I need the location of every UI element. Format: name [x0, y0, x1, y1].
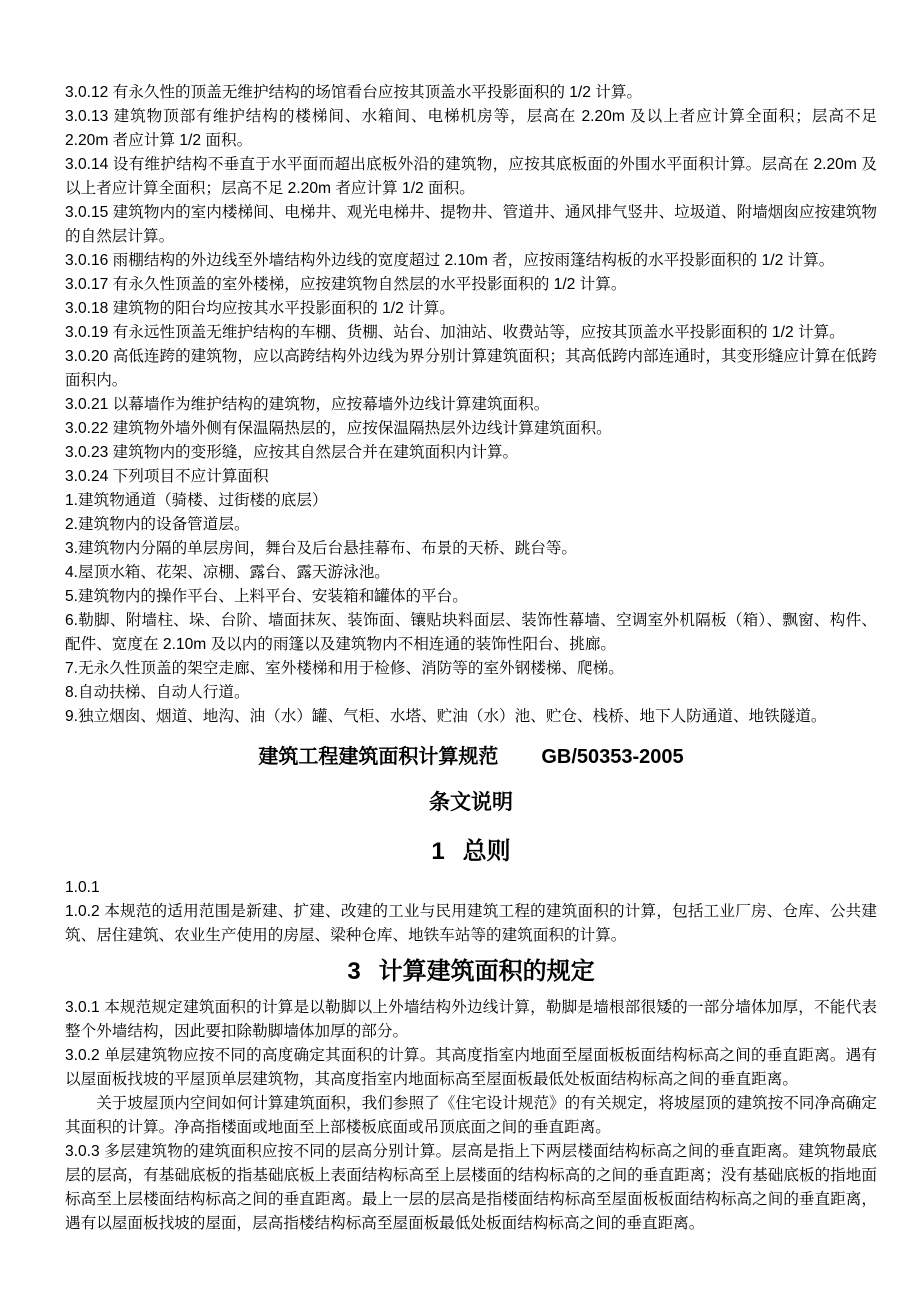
- excluded-item-5: 5.建筑物内的操作平台、上料平台、安装箱和罐体的平台。: [65, 588, 468, 605]
- spec-code: GB/50353-2005: [541, 746, 684, 768]
- sloped-roof-note: 关于坡屋顶内空间如何计算建筑面积，我们参照了《住宅设计规范》的有关规定，将坡屋顶的建筑按不同净高确定其面积的计算。净高指楼面或地面至上部楼板底面或吊顶底面之间的垂直距离。: [65, 1095, 877, 1136]
- spec-title: 建筑工程建筑面积计算规范: [258, 746, 499, 768]
- chapter-1-body: [65, 876, 877, 948]
- clause-3-0-14: 3.0.14 设有维护结构不垂直于水平面而超出底板外沿的建筑物，应按其底板面的外围水平面积计算。层高在 2.20m 及以上者应计算全面积；层高不足 2.20m 者应计算 1/2 面积。: [65, 156, 877, 197]
- clause-3-0-23: 3.0.23 建筑物内的变形缝，应按其自然层合并在建筑面积内计算。: [65, 444, 519, 461]
- explanation-3-0-2: 3.0.2 单层建筑物应按不同的高度确定其面积的计算。其高度指室内地面至屋面板板面结构标高之间的垂直距离。遇有以屋面板找坡的平屋顶单层建筑物，其高度指室内地面标高至屋面板最低处板面结构标高之间的垂直距离。: [65, 1047, 877, 1088]
- document-body: [65, 81, 877, 1236]
- clause-1-0-1: 1.0.1: [65, 879, 100, 896]
- chapter-3-body: [65, 996, 877, 1236]
- clause-3-0-24: 3.0.24 下列项目不应计算面积: [65, 468, 269, 485]
- chapter-1-heading: [65, 834, 877, 870]
- clause-3-0-13: 3.0.13 建筑物顶部有维护结构的楼梯间、水箱间、电梯机房等，层高在 2.20m 及以上者应计算全面积；层高不足 2.20m 者应计算 1/2 面积。: [65, 108, 877, 149]
- clause-3-0-19: 3.0.19 有永远性顶盖无维护结构的车棚、货棚、站台、加油站、收费站等，应按其顶盖水平投影面积的 1/2 计算。: [65, 324, 845, 341]
- explanation-heading: 条文说明: [429, 791, 513, 814]
- clause-3-0-15: 3.0.15 建筑物内的室内楼梯间、电梯井、观光电梯井、提物井、管道井、通风排气竖井、垃圾道、附墙烟囱应按建筑物的自然层计算。: [65, 204, 877, 245]
- excluded-item-9: 9.独立烟囱、烟道、地沟、油（水）罐、气柜、水塔、贮油（水）池、贮仓、栈桥、地下人防通道、地铁隧道。: [65, 708, 827, 725]
- chapter-1-title: 总则: [462, 838, 511, 865]
- clause-3-0-21: 3.0.21 以幕墙作为维护结构的建筑物，应按幕墙外边线计算建筑面积。: [65, 396, 550, 413]
- excluded-item-4: 4.屋顶水箱、花架、凉棚、露台、露天游泳池。: [65, 564, 390, 581]
- excluded-items-list: [65, 489, 877, 729]
- clause-3-0-16: 3.0.16 雨棚结构的外边线至外墙结构外边线的宽度超过 2.10m 者，应按雨篷结构板的水平投影面积的 1/2 计算。: [65, 252, 835, 269]
- clause-1-0-2: 1.0.2 本规范的适用范围是新建、扩建、改建的工业与民用建筑工程的建筑面积的计算，包括工业厂房、仓库、公共建筑、居住建筑、农业生产使用的房屋、梁种仓库、地铁车站等的建筑面积的计算。: [65, 903, 877, 944]
- excluded-item-2: 2.建筑物内的设备管道层。: [65, 516, 250, 533]
- clause-3-0-17: 3.0.17 有永久性顶盖的室外楼梯，应按建筑物自然层的水平投影面积的 1/2 计算。: [65, 276, 627, 293]
- excluded-item-8: 8.自动扶梯、自动人行道。: [65, 684, 250, 701]
- clause-3-0-20: 3.0.20 高低连跨的建筑物，应以高跨结构外边线为界分别计算建筑面积；其高低跨内部连通时，其变形缝应计算在低跨面积内。: [65, 348, 877, 389]
- excluded-item-6: 6.勒脚、附墙柱、垛、台阶、墙面抹灰、装饰面、镶贴块料面层、装饰性幕墙、空调室外机隔板（箱）、飘窗、构件、配件、宽度在 2.10m 及以内的雨篷以及建筑物内不相连通的装饰性阳台、挑廊。: [65, 612, 877, 653]
- clause-3-0-22: 3.0.22 建筑物外墙外侧有保温隔热层的，应按保温隔热层外边线计算建筑面积。: [65, 420, 612, 437]
- excluded-item-3: 3.建筑物内分隔的单层房间，舞台及后台悬挂幕布、布景的天桥、跳台等。: [65, 540, 578, 557]
- chapter-3-title: 计算建筑面积的规定: [378, 958, 595, 985]
- excluded-item-7: 7.无永久性顶盖的架空走廊、室外楼梯和用于检修、消防等的室外钢楼梯、爬梯。: [65, 660, 624, 677]
- explanation-3-0-1: 3.0.1 本规范规定建筑面积的计算是以勒脚以上外墙结构外边线计算，勒脚是墙根部很矮的一部分墙体加厚，不能代表整个外墙结构，因此要扣除勒脚墙体加厚的部分。: [65, 999, 877, 1040]
- chapter-3-heading: [65, 954, 877, 990]
- clause-3-0-12: 3.0.12 有永久性的顶盖无维护结构的场馆看台应按其顶盖水平投影面积的 1/2 计算。: [65, 84, 643, 101]
- clauses-section: [65, 81, 877, 489]
- explanation-3-0-3: 3.0.3 多层建筑物的建筑面积应按不同的层高分别计算。层高是指上下两层楼面结构标高之间的垂直距离。建筑物最底层的层高，有基础底板的指基础底板上表面结构标高至上层楼面的结构标高的之间的垂直距离；没有基础底板的指地面标高至上层楼面结构标高之间的垂直距离。最上一层的层高是指楼面结构标高至屋面板板面结构标高之间的垂直距离，遇有以屋面板找坡的屋面，层高指楼结构标高至屋面板最低处板面结构标高之间的垂直距离。: [65, 1143, 877, 1232]
- chapter-1-number: 1: [431, 838, 445, 865]
- excluded-item-1: 1.建筑物通道（骑楼、过街楼的底层）: [65, 492, 328, 509]
- spec-heading: [65, 741, 877, 773]
- chapter-3-number: 3: [347, 958, 361, 985]
- clause-3-0-18: 3.0.18 建筑物的阳台均应按其水平投影面积的 1/2 计算。: [65, 300, 455, 317]
